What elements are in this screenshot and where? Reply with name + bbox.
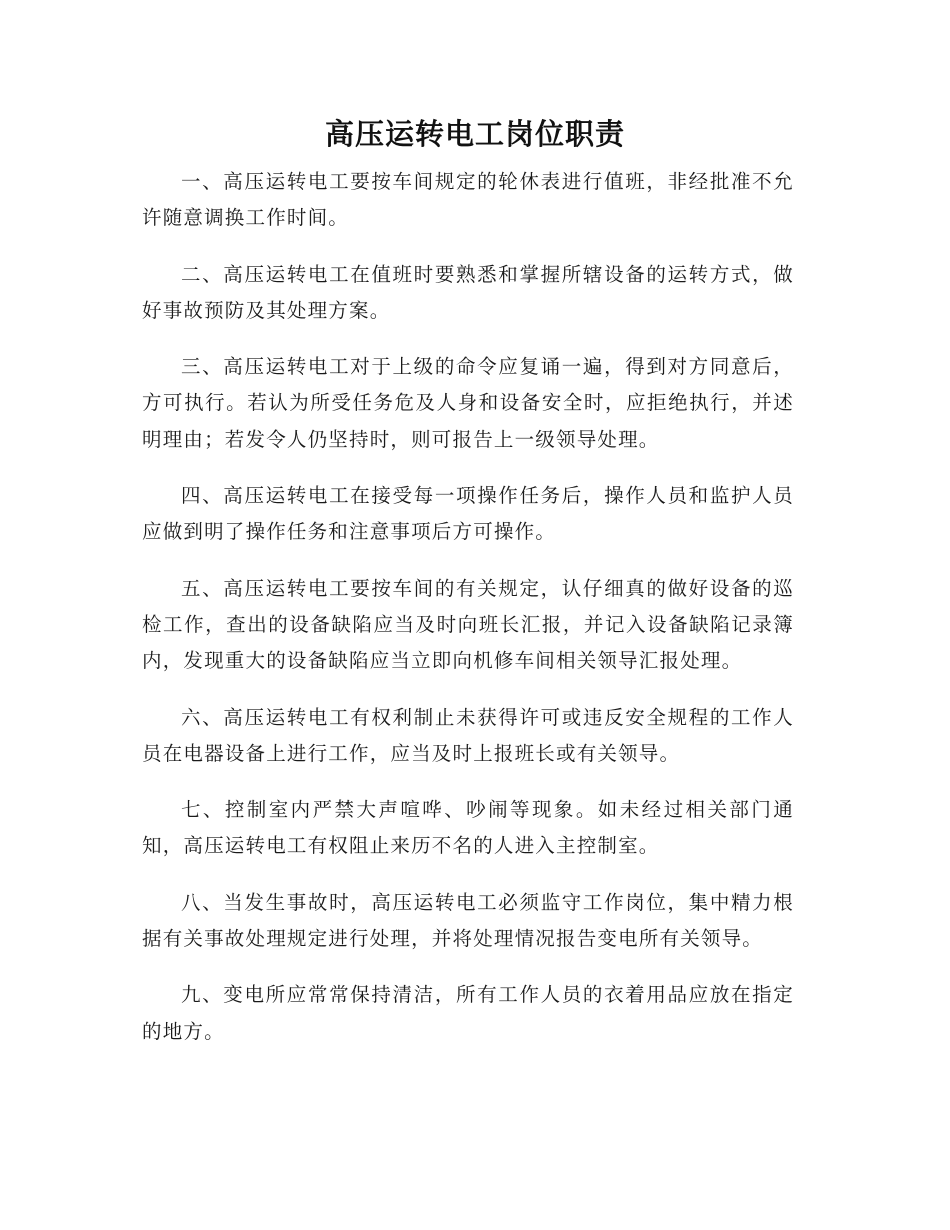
document-body bbox=[142, 164, 794, 1070]
paragraph-7: 七、控制室内严禁大声喧哗、吵闹等现象。如未经过相关部门通知，高压运转电工有权阻止来历不名的人进入主控制室。 bbox=[142, 798, 794, 858]
paragraph-5: 五、高压运转电工要按车间的有关规定，认仔细真的做好设备的巡检工作，查出的设备缺陷应当及时向班长汇报，并记入设备缺陷记录簿内，发现重大的设备缺陷应当立即向机修车间相关领导汇报处理。 bbox=[142, 576, 794, 673]
paragraph-1: 一、高压运转电工要按车间规定的轮休表进行值班，非经批准不允许随意调换工作时间。 bbox=[142, 170, 794, 230]
paragraph-4: 四、高压运转电工在接受每一项操作任务后，操作人员和监护人员应做到明了操作任务和注意事项后方可操作。 bbox=[142, 484, 794, 544]
paragraph-9: 九、变电所应常常保持清洁，所有工作人员的衣着用品应放在指定的地方。 bbox=[142, 983, 794, 1043]
paragraph-3: 三、高压运转电工对于上级的命令应复诵一遍，得到对方同意后，方可执行。若认为所受任务危及人身和设备安全时，应拒绝执行，并述明理由；若发令人仍坚持时，则可报告上一级领导处理。 bbox=[142, 355, 794, 451]
paragraph-2: 二、高压运转电工在值班时要熟悉和掌握所辖设备的运转方式，做好事故预防及其处理方案。 bbox=[142, 262, 794, 322]
paragraph-8: 八、当发生事故时，高压运转电工必须监守工作岗位，集中精力根据有关事故处理规定进行处理，并将处理情况报告变电所有关领导。 bbox=[142, 890, 794, 951]
document-title: 高压运转电工岗位职责 bbox=[324, 117, 625, 151]
paragraph-6: 六、高压运转电工有权利制止未获得许可或违反安全规程的工作人员在电器设备上进行工作，应当及时上报班长或有关领导。 bbox=[142, 705, 794, 765]
